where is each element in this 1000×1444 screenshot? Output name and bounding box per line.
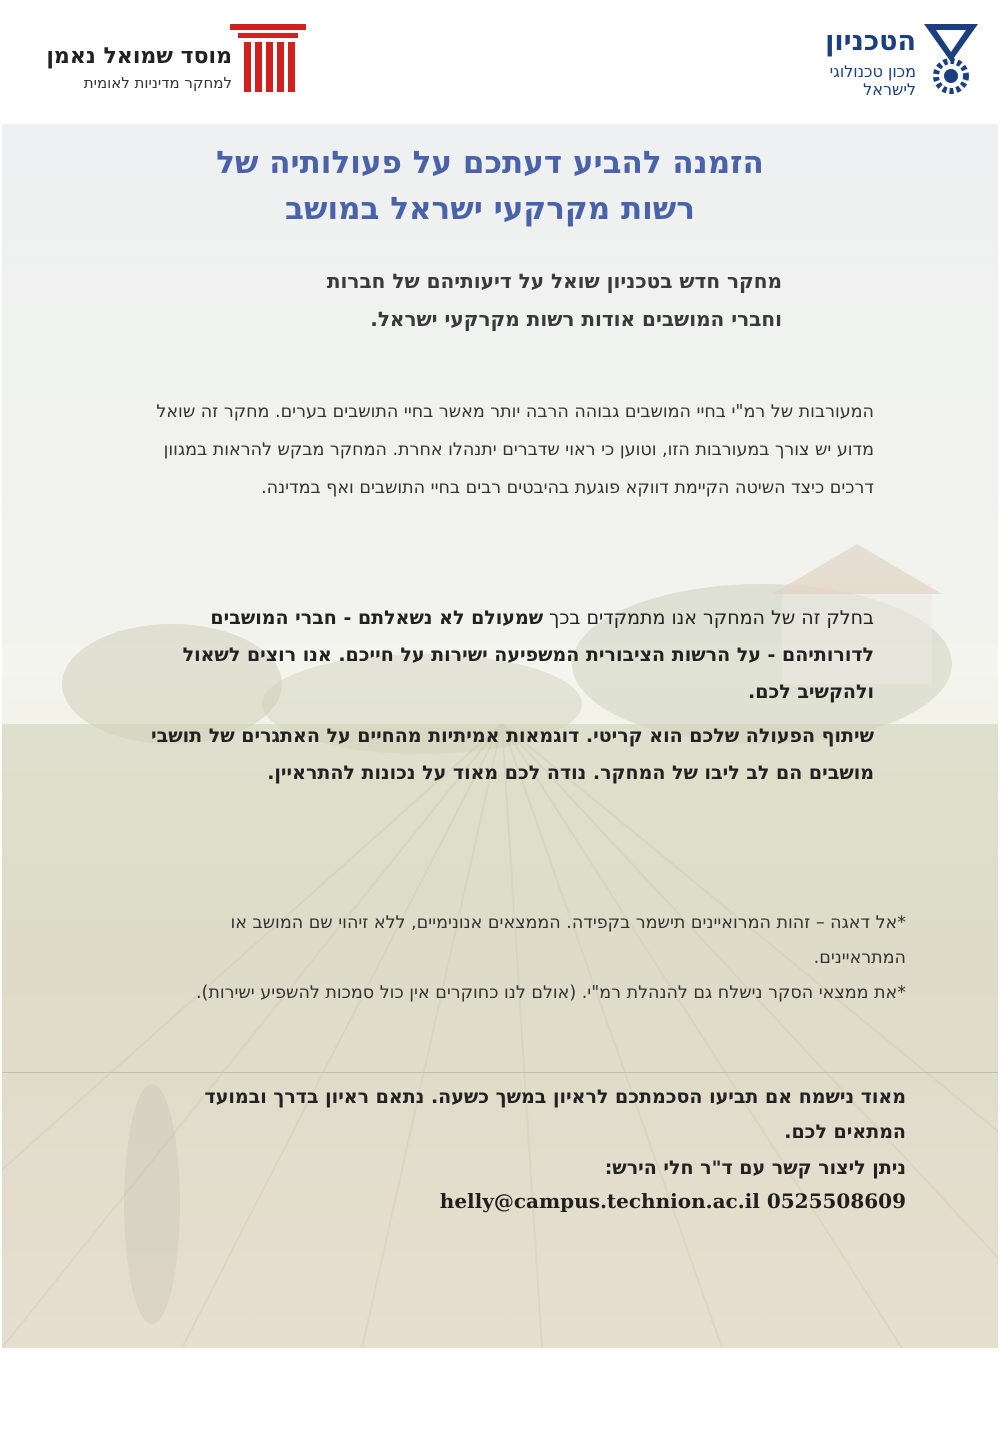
technion-subtitle-1: מכון טכנולוגי	[829, 62, 916, 81]
subtitle	[200, 262, 782, 338]
subtitle-line-2: וחברי המושבים אודות רשות מקרקעי ישראל.	[370, 307, 782, 331]
technion-name: הטכניון	[825, 26, 916, 57]
title-line-1: הזמנה להביע דעתכם על פעולותיה של	[216, 145, 764, 181]
technion-subtitle-2: לישראל	[863, 80, 916, 99]
samuel-neaman-logo	[32, 22, 312, 100]
samuel-neaman-name: מוסד שמואל נאמן	[46, 44, 232, 69]
paragraph-cooperation: שיתוף הפעולה שלכם הוא קריטי. דוגמאות אמיתיות מהחיים על האתגרים של תושבי מושבים הם לב ליבו של המחקר. נודה לכם מאוד על נכונות להתראיין.	[151, 725, 874, 784]
paragraph-focus	[140, 600, 874, 711]
paragraph-focus-intro: בחלק זה של המחקר אנו מתמקדים בכך	[543, 607, 874, 629]
paragraph-involvement: המעורבות של רמ"י בחיי המושבים גבוהה הרבה יותר מאשר בחיי התושבים בערים. מחקר זה שואל מדוע יש צורך במעורבות הזו, וטוען כי ראוי שדברים יתנהלו אחרת. המחקר מבקש להראות במגוון דרכים כיצד השיטה הקיימת דווקא פוגעת בהיבטים רבים בחיי התושבים ואף במדינה.	[156, 402, 874, 498]
samuel-neaman-subtitle: למחקר מדיניות לאומית	[83, 74, 232, 92]
paragraph-focus-emphasis: שמעולם לא נשאלתם - חברי המושבים לדורותיהם - על הרשות הציבורית המשפיעה ישירות על חייכם. אנו רוצים לשאול ולהקשיב לכם.	[182, 607, 874, 703]
closing-paragraph: מאוד נישמח אם תביעו הסכמתכם לראיון במשך כשעה. נתאם ראיון בדרך ובמועד המתאים לכם.	[204, 1086, 906, 1143]
technion-logo	[810, 18, 980, 102]
note-anonymity: *אל דאגה – זהות המרואיינים תישמר בקפידה. הממצאים אנונימיים, ללא זיהוי שם המושב או המתראיינים.	[230, 913, 906, 968]
notes	[160, 906, 906, 1011]
section-divider	[2, 1072, 998, 1073]
header	[0, 0, 1000, 124]
note-results: *את ממצאי הסקר נישלח גם להנהלת רמ"י. (אולם לנו כחוקרים אין כול סמכות להשפיע ישירות).	[195, 983, 906, 1003]
subtitle-line-1: מחקר חדש בטכניון שואל על דיעותיהם של חברות	[326, 269, 782, 293]
pillar-logo-icon	[228, 22, 308, 97]
contact-details[interactable]: helly@campus.technion.ac.il 0525508609	[439, 1189, 906, 1213]
contact-label: ניתן ליצור קשר עם ד"ר חלי הירש:	[604, 1157, 906, 1179]
technion-emblem-icon	[922, 22, 980, 96]
page-title	[150, 140, 830, 232]
title-line-2: רשות מקרקעי ישראל במושב	[285, 191, 695, 227]
